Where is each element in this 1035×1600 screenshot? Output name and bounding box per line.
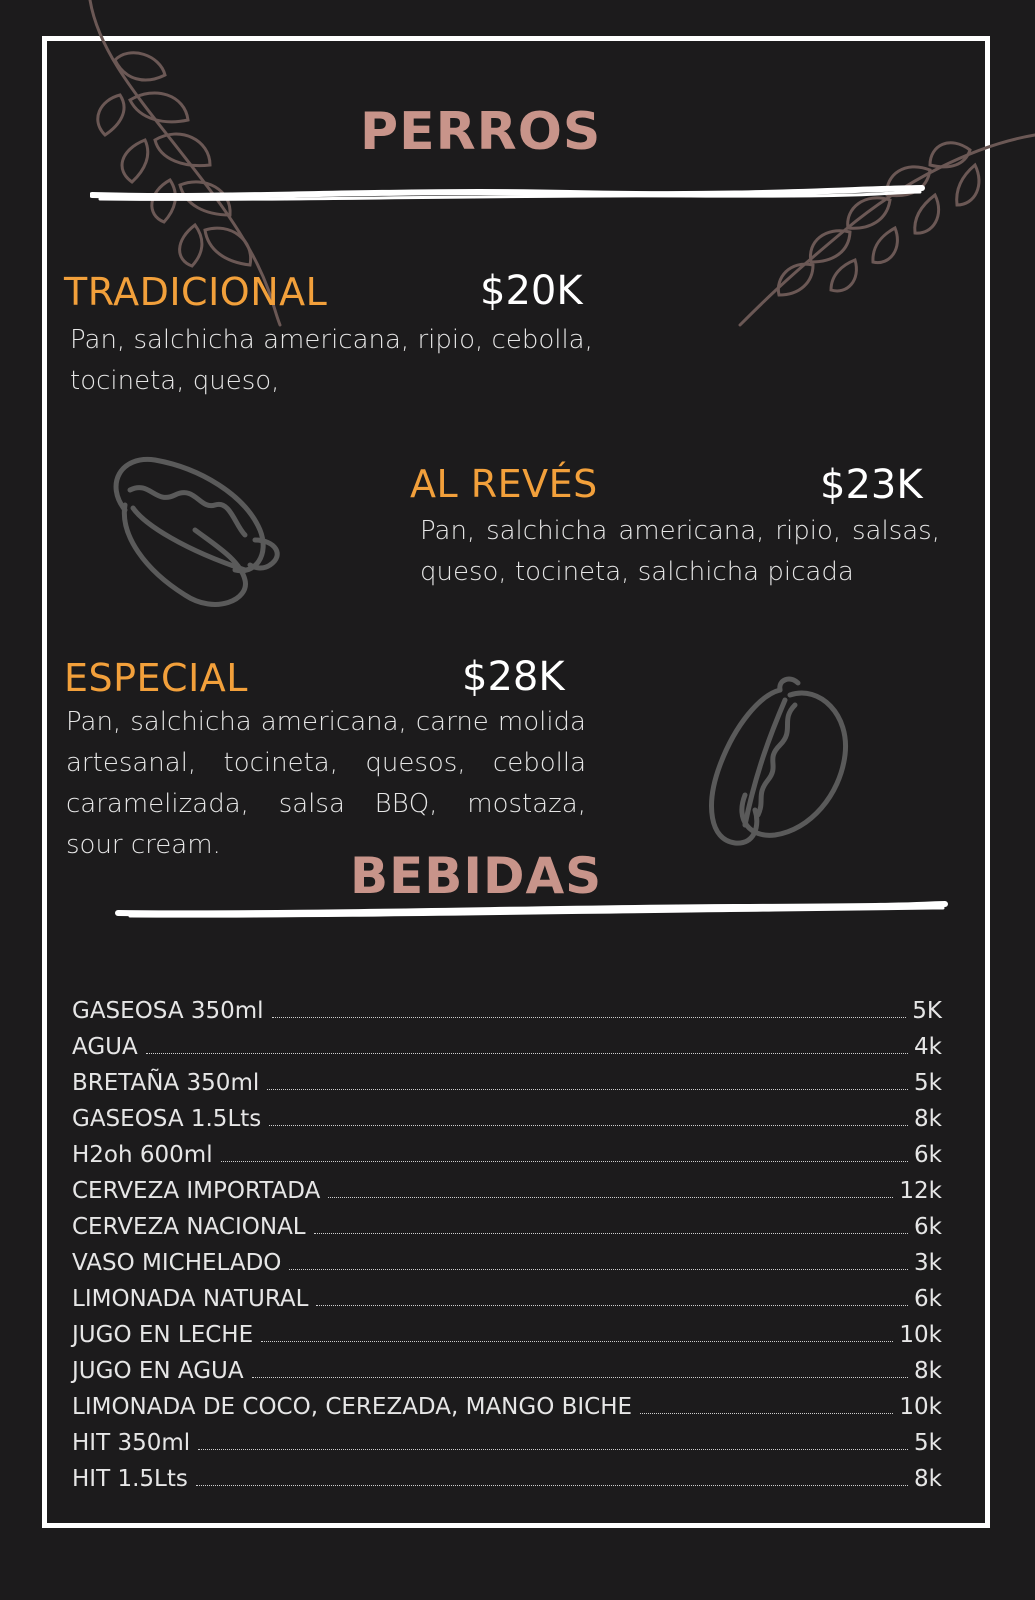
list-item xyxy=(72,1070,942,1106)
item-name-tradicional: TRADICIONAL xyxy=(64,270,328,314)
item-price-especial: $28K xyxy=(462,654,565,700)
drink-name: CERVEZA IMPORTADA xyxy=(72,1178,321,1204)
list-item xyxy=(72,1250,942,1286)
drink-name: VASO MICHELADO xyxy=(72,1250,282,1276)
drink-name: HIT 1.5Lts xyxy=(72,1466,188,1492)
list-item xyxy=(72,1034,942,1070)
list-item xyxy=(72,1106,942,1142)
drinks-list xyxy=(72,998,942,1502)
drink-name: AGUA xyxy=(72,1034,138,1060)
drink-name: CERVEZA NACIONAL xyxy=(72,1214,306,1240)
dotted-leader xyxy=(146,1052,908,1054)
drink-price: 8k xyxy=(914,1106,942,1132)
drink-price: 8k xyxy=(914,1358,942,1384)
list-item xyxy=(72,1394,942,1430)
drink-price: 5K xyxy=(912,998,942,1024)
list-item xyxy=(72,1430,942,1466)
drink-name: JUGO EN AGUA xyxy=(72,1358,244,1384)
drink-price: 6k xyxy=(914,1214,942,1240)
divider xyxy=(115,898,950,920)
item-desc-especial: Pan, salchicha americana, carne molida artesanal, tocineta, quesos, cebolla caramelizada, salsa BBQ, mostaza, sour cream. xyxy=(66,707,586,860)
item-desc-al-reves: Pan, salchicha americana, ripio, salsas, queso, tocineta, salchicha picada xyxy=(420,516,940,587)
list-item xyxy=(72,1214,942,1250)
dotted-leader xyxy=(269,1124,908,1126)
dotted-leader xyxy=(272,1016,907,1018)
drink-price: 6k xyxy=(914,1286,942,1312)
drink-price: 5k xyxy=(914,1430,942,1456)
hotdog-icon xyxy=(105,450,285,615)
divider xyxy=(90,183,925,207)
drink-name: GASEOSA 1.5Lts xyxy=(72,1106,262,1132)
list-item xyxy=(72,1142,942,1178)
item-name-al-reves: AL REVÉS xyxy=(410,462,598,506)
item-name-especial: ESPECIAL xyxy=(64,656,248,700)
wheat-icon xyxy=(735,120,1035,330)
dotted-leader xyxy=(314,1232,908,1234)
bebidas-title: BEBIDAS xyxy=(350,847,603,905)
drink-price: 4k xyxy=(914,1034,942,1060)
hotdog-icon xyxy=(700,675,850,855)
item-price-tradicional: $20K xyxy=(480,268,583,314)
drink-name: LIMONADA DE COCO, CEREZADA, MANGO BICHE xyxy=(72,1394,633,1420)
dotted-leader xyxy=(640,1412,893,1414)
item-price-al-reves: $23K xyxy=(820,462,923,508)
drink-price: 10k xyxy=(899,1322,942,1348)
list-item xyxy=(72,998,942,1034)
drink-price: 8k xyxy=(914,1466,942,1492)
item-desc-tradicional: Pan, salchicha americana, ripio, cebolla, tocineta, queso, xyxy=(70,325,593,396)
list-item xyxy=(72,1178,942,1214)
list-item xyxy=(72,1286,942,1322)
drink-price: 10k xyxy=(899,1394,942,1420)
dotted-leader xyxy=(198,1448,908,1450)
list-item xyxy=(72,1322,942,1358)
perros-title: PERROS xyxy=(360,102,602,162)
list-item xyxy=(72,1358,942,1394)
drink-name: JUGO EN LECHE xyxy=(72,1322,254,1348)
drink-price: 6k xyxy=(914,1142,942,1168)
dotted-leader xyxy=(261,1340,893,1342)
drink-price: 3k xyxy=(914,1250,942,1276)
drink-name: BRETAÑA 350ml xyxy=(72,1070,260,1096)
dotted-leader xyxy=(252,1376,908,1378)
dotted-leader xyxy=(316,1304,908,1306)
dotted-leader xyxy=(289,1268,908,1270)
dotted-leader xyxy=(328,1196,893,1198)
list-item xyxy=(72,1466,942,1502)
dotted-leader xyxy=(267,1088,908,1090)
dotted-leader xyxy=(196,1484,908,1486)
drink-price: 12k xyxy=(899,1178,942,1204)
drink-name: LIMONADA NATURAL xyxy=(72,1286,309,1312)
drink-name: H2oh 600ml xyxy=(72,1142,213,1168)
drink-name: GASEOSA 350ml xyxy=(72,998,264,1024)
drink-price: 5k xyxy=(914,1070,942,1096)
dotted-leader xyxy=(221,1160,908,1162)
drink-name: HIT 350ml xyxy=(72,1430,191,1456)
